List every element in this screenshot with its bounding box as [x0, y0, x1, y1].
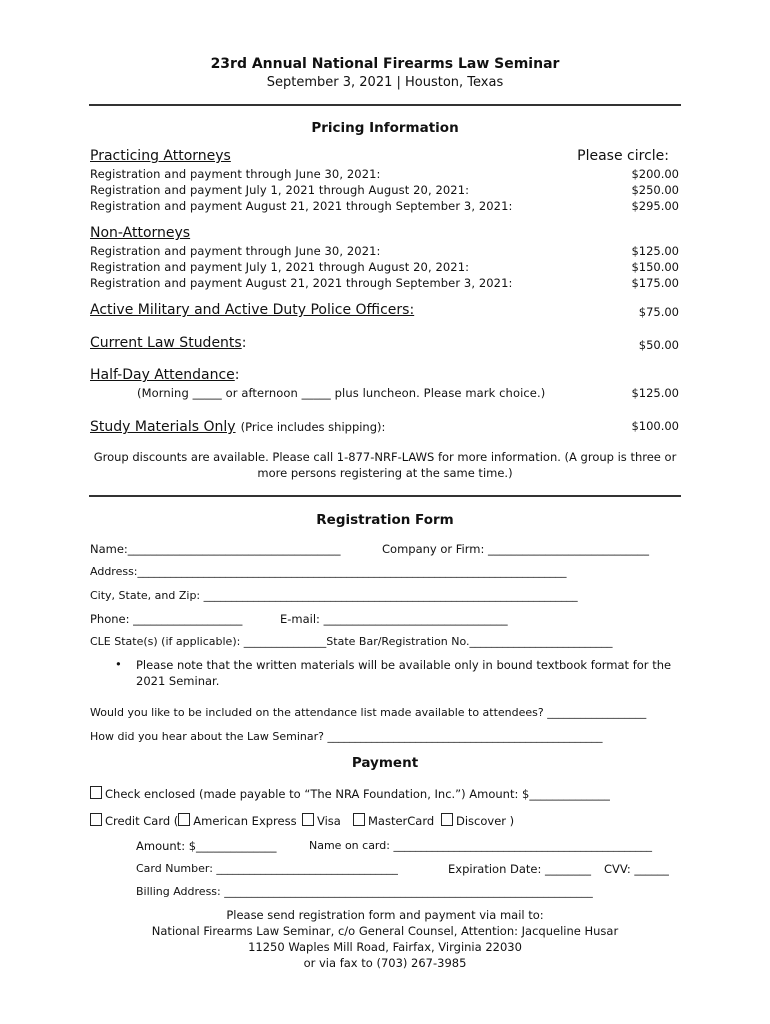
half-day-detail[interactable]: (Morning _____ or afternoon _____ plus luncheon. Please mark choice.): [137, 386, 546, 400]
name-field[interactable]: Name:_____________________________________: [90, 542, 341, 556]
pricing-heading: Pricing Information: [311, 120, 459, 136]
document-title: 23rd Annual National Firearms Law Seminar: [210, 56, 560, 72]
students-colon: :: [241, 335, 247, 351]
practicing-attorneys-label: Practicing Attorneys: [90, 148, 231, 164]
check-label: Check enclosed (made payable to “The NRA Foundation, Inc.”) Amount: $______________: [105, 787, 610, 801]
address-field[interactable]: Address:______________________________________________________________________________: [90, 565, 567, 578]
attendance-list-field[interactable]: Would you like to be included on the attendance list made available to attendees? __________________: [90, 706, 647, 719]
visa-label: Visa: [317, 814, 341, 828]
half-day-price[interactable]: $125.00: [631, 386, 679, 400]
cle-state-field[interactable]: CLE State(s) (if applicable): _______________State Bar/Registration No.__________________________: [90, 635, 613, 648]
visa-checkbox[interactable]: [302, 813, 314, 826]
study-materials-row: [90, 416, 385, 435]
practicing-price-1[interactable]: $200.00: [631, 167, 679, 181]
study-materials-label: Study Materials Only: [90, 419, 236, 435]
check-checkbox[interactable]: [90, 786, 102, 799]
non-attorney-row-2: Registration and payment July 1, 2021 through August 20, 2021:: [90, 260, 470, 274]
study-materials-price[interactable]: $100.00: [631, 419, 679, 433]
non-attorney-price-3[interactable]: $175.00: [631, 276, 679, 290]
students-price[interactable]: $50.00: [638, 338, 679, 352]
header-divider: [89, 104, 681, 106]
practicing-price-2[interactable]: $250.00: [631, 183, 679, 197]
military-price[interactable]: $75.00: [638, 305, 679, 319]
visa-option[interactable]: [302, 813, 341, 828]
practicing-price-3[interactable]: $295.00: [631, 199, 679, 213]
mastercard-checkbox[interactable]: [353, 813, 365, 826]
mail-recipient: National Firearms Law Seminar, c/o General Counsel, Attention: Jacqueline Husar: [151, 924, 619, 938]
group-discount-line-1: Group discounts are available. Please call 1-877-NRF-LAWS for more information. (A group is three or: [93, 450, 677, 464]
mail-address: 11250 Waples Mill Road, Fairfax, Virginia 22030: [248, 940, 522, 954]
credit-card-label: Credit Card (: [105, 814, 179, 828]
credit-card-option[interactable]: [90, 813, 297, 828]
mail-instruction: Please send registration form and payment via mail to:: [226, 908, 544, 922]
pricing-divider: [89, 495, 681, 497]
email-field[interactable]: E-mail: ________________________________: [280, 612, 508, 626]
billing-address-field[interactable]: Billing Address: ___________________________________________________________________: [136, 885, 593, 898]
practicing-row-3: Registration and payment August 21, 2021 through September 3, 2021:: [90, 199, 513, 213]
students-label: Current Law Students: [90, 335, 242, 351]
city-state-zip-field[interactable]: City, State, and Zip: ____________________________________________________________________: [90, 589, 578, 602]
bound-materials-note-2: 2021 Seminar.: [136, 674, 220, 688]
bound-materials-note-1: Please note that the written materials will be available only in bound textbook format for the: [136, 658, 672, 672]
registration-heading: Registration Form: [316, 512, 454, 528]
please-circle-label: Please circle:: [577, 148, 669, 164]
document-subtitle: September 3, 2021 | Houston, Texas: [266, 75, 504, 90]
company-field[interactable]: Company or Firm: ____________________________: [382, 542, 650, 556]
group-discount-line-2: more persons registering at the same time.): [257, 466, 513, 480]
payment-heading: Payment: [351, 755, 419, 771]
bullet-dot: •: [115, 657, 122, 671]
study-materials-detail: (Price includes shipping):: [240, 420, 386, 434]
cvv-field[interactable]: CVV: ______: [604, 862, 669, 876]
students-row: [90, 335, 246, 351]
phone-field[interactable]: Phone: ___________________: [90, 612, 243, 626]
amex-label: American Express: [193, 814, 297, 828]
check-option[interactable]: [90, 786, 610, 801]
military-label: Active Military and Active Duty Police Officers:: [90, 302, 415, 318]
non-attorneys-label: Non-Attorneys: [90, 225, 191, 241]
mastercard-label: MasterCard: [368, 814, 435, 828]
non-attorney-price-1[interactable]: $125.00: [631, 244, 679, 258]
mastercard-option[interactable]: [353, 813, 434, 828]
non-attorney-row-3: Registration and payment August 21, 2021 through September 3, 2021:: [90, 276, 513, 290]
half-day-row: [90, 367, 239, 383]
half-day-label: Half-Day Attendance: [90, 367, 235, 383]
heard-about-field[interactable]: How did you hear about the Law Seminar? __________________________________________________: [90, 730, 603, 743]
card-number-field[interactable]: Card Number: _________________________________: [136, 862, 398, 875]
discover-checkbox[interactable]: [441, 813, 453, 826]
practicing-row-1: Registration and payment through June 30, 2021:: [90, 167, 381, 181]
non-attorney-price-2[interactable]: $150.00: [631, 260, 679, 274]
non-attorney-row-1: Registration and payment through June 30, 2021:: [90, 244, 381, 258]
expiration-date-field[interactable]: Expiration Date: ________: [448, 862, 592, 876]
practicing-row-2: Registration and payment July 1, 2021 through August 20, 2021:: [90, 183, 470, 197]
fax-number: or via fax to (703) 267-3985: [303, 956, 467, 970]
credit-card-checkbox[interactable]: [90, 813, 102, 826]
name-on-card-field[interactable]: Name on card: _______________________________________________: [309, 839, 652, 852]
half-day-colon: :: [234, 367, 240, 383]
discover-label: Discover ): [456, 814, 515, 828]
amex-checkbox[interactable]: [178, 813, 190, 826]
discover-option[interactable]: [441, 813, 514, 828]
amount-field[interactable]: Amount: $______________: [136, 839, 277, 853]
